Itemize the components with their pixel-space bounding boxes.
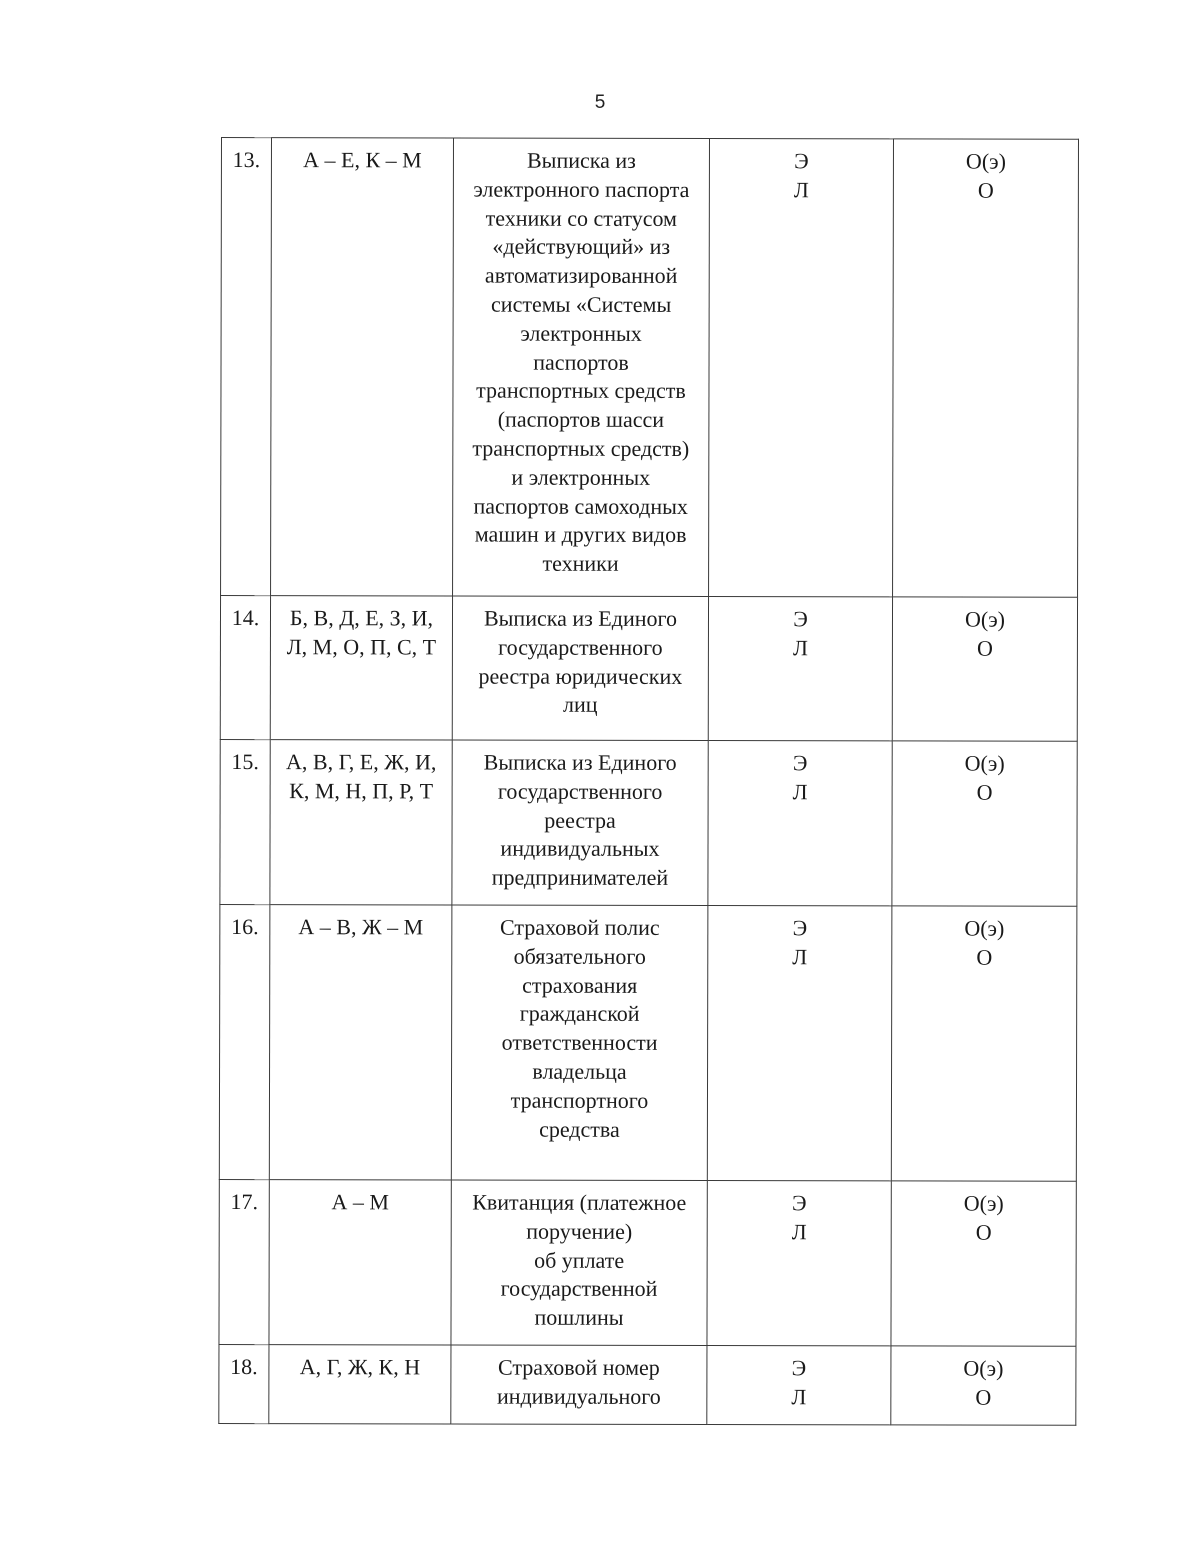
row-number: 18. xyxy=(219,1344,269,1423)
table-row xyxy=(221,138,1079,598)
form-cell: Э Л xyxy=(708,741,892,906)
row-number: 14. xyxy=(220,596,270,740)
row-number: 16. xyxy=(219,904,270,1179)
document-name-cell: Выписка из Единого государственного реестра юридических лиц xyxy=(452,596,708,741)
form-cell: Э Л xyxy=(707,1181,891,1346)
document-name-cell: Страховой полис обязательного страхования гражданской ответственности владельца транспортного средства xyxy=(451,905,708,1181)
type-cell: О(э) О xyxy=(893,139,1079,597)
categories-cell: А – М xyxy=(269,1180,451,1345)
type-cell: О(э) О xyxy=(892,741,1077,906)
type-cell: О(э) О xyxy=(891,906,1077,1181)
table-row xyxy=(220,596,1077,742)
row-number: 13. xyxy=(221,138,272,596)
type-cell: О(э) О xyxy=(892,597,1077,741)
document-name-cell: Страховой номер индивидуального xyxy=(451,1345,707,1424)
document-name-cell: Выписка из электронного паспорта техники со статусом «действующий» из автоматизированной системы «Системы электронных паспортов транспортных средств (паспортов шасси транспортных средств) и электронных паспортов самоходных машин и других видов техники xyxy=(453,138,710,597)
form-cell: Э Л xyxy=(707,906,892,1181)
document-name-cell: Квитанция (платежное поручение) об уплате государственной пошлины xyxy=(451,1180,707,1346)
form-cell: Э Л xyxy=(709,139,894,597)
documents-table xyxy=(218,137,1079,1425)
categories-cell: А, Г, Ж, К, Н xyxy=(269,1345,451,1424)
page-number: 5 xyxy=(594,92,606,113)
form-cell: Э Л xyxy=(708,597,892,741)
categories-cell: А – В, Ж – М xyxy=(269,905,452,1180)
table-row xyxy=(219,904,1077,1181)
form-cell: Э Л xyxy=(707,1345,891,1424)
table-row xyxy=(220,739,1077,906)
categories-cell: А – Е, К – М xyxy=(271,138,454,596)
categories-cell: А, В, Г, Е, Ж, И, К, М, Н, П, Р, Т xyxy=(270,740,452,905)
row-number: 17. xyxy=(219,1179,269,1344)
table-row xyxy=(219,1344,1076,1424)
document-name-cell: Выписка из Единого государственного реестра индивидуальных предпринимателей xyxy=(452,740,708,906)
table-row xyxy=(219,1179,1076,1346)
type-cell: О(э) О xyxy=(891,1181,1076,1346)
type-cell: О(э) О xyxy=(891,1346,1076,1425)
categories-cell: Б, В, Д, Е, З, И, Л, М, О, П, С, Т xyxy=(270,596,452,740)
row-number: 15. xyxy=(220,739,270,904)
